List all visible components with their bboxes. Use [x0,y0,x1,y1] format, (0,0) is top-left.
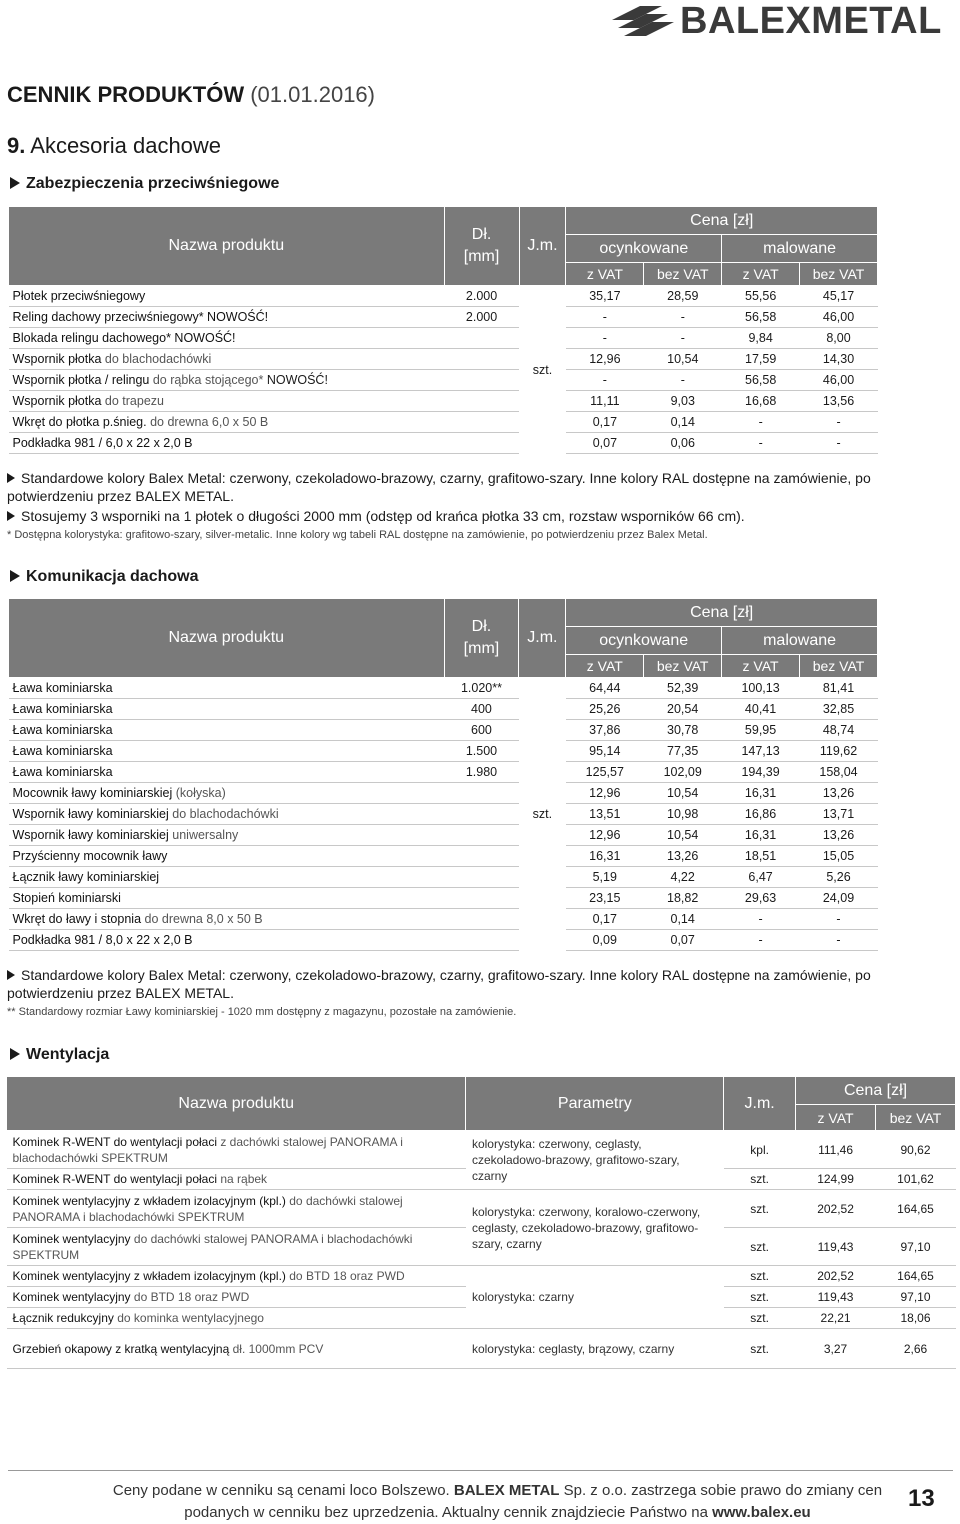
table-row [9,783,878,804]
price-paint-net: 13,56 [800,391,878,412]
product-name-main: Kominek wentylacyjny z wkładem izolacyjnym (kpl.) [12,1193,286,1208]
length-value [444,804,519,825]
product-name-main: Ława kominiarska [12,681,113,695]
price-paint-net: 13,26 [800,825,878,846]
length-value [444,867,519,888]
table-row [9,909,878,930]
product-name-detail: do drewna 8,0 x 50 B [141,912,263,926]
product-name [9,433,445,454]
price-paint-net: - [800,433,878,454]
unit-value: szt. [724,1329,796,1369]
price-galv-vat: 16,31 [566,846,644,867]
product-name-main: Wkręt do ławy i stopnia [12,912,142,926]
price-paint-net: 48,74 [800,720,878,741]
price-paint-net: 24,09 [800,888,878,909]
price-without-vat: 97,10 [876,1287,956,1308]
table-row [9,699,878,720]
triangle-bullet-icon [10,1048,20,1060]
col-header-without-vat: bez VAT [800,655,878,678]
price-with-vat: 202,52 [796,1190,876,1228]
product-name-main: Kominek wentylacyjny z wkładem izolacyjnym (kpl.) [12,1269,286,1283]
price-galv-vat: - [566,307,644,328]
price-galv-net: 10,98 [644,804,722,825]
unit-value: szt. [724,1287,796,1308]
product-name-main: Płotek przeciwśniegowy [12,289,146,303]
product-name-main: Wspornik ławy kominiarskiej [12,828,169,842]
col-header-unit: J.m. [519,207,566,286]
table-row [9,720,878,741]
price-without-vat: 97,10 [876,1228,956,1266]
subsection-heading-roof-access: Komunikacja dachowa [10,568,199,586]
col-header-without-vat: bez VAT [644,263,722,286]
subsection-heading-snow: Zabezpieczenia przeciwśniegowe [10,175,279,193]
col-header-price: Cena [zł] [796,1077,956,1105]
price-without-vat: 164,65 [876,1266,956,1287]
price-paint-vat: 29,63 [722,888,800,909]
product-name-main: Ława kominiarska [12,723,113,737]
product-name-main: Kominek wentylacyjny [12,1290,131,1304]
product-name-main: Przyścienny mocownik ławy [12,849,168,863]
table-row [9,349,878,370]
price-galv-vat: 13,51 [566,804,644,825]
col-header-parameters: Parametry [466,1077,724,1131]
product-name-detail: na rąbek [217,1172,268,1186]
product-name-detail: z dachówki stalowej PANORAMA i blachodachówki SPEKTRUM [12,1134,403,1165]
col-header-name: Nazwa produktu [7,1077,466,1131]
col-header-galvanized: ocynkowane [566,235,722,263]
table-row [9,804,878,825]
product-name [7,1329,466,1369]
price-galv-vat: 12,96 [566,825,644,846]
length-value: 2.000 [444,286,519,307]
brand-name: BALEXMETAL [680,0,942,42]
price-galv-net: 0,14 [644,412,722,433]
col-header-with-vat: z VAT [722,655,800,678]
length-value [444,825,519,846]
col-header-with-vat: z VAT [722,263,800,286]
product-name-detail: do kominka wentylacyjnego [113,1311,264,1325]
product-name-main: Kominek wentylacyjny [12,1231,131,1246]
product-name-main: Ława kominiarska [12,744,113,758]
product-name-detail: uniwersalny [168,828,239,842]
price-paint-vat: 16,68 [722,391,800,412]
col-header-without-vat: bez VAT [644,655,722,678]
table-row [9,888,878,909]
product-name-main: Podkładka 981 / 6,0 x 22 x 2,0 B [12,436,193,450]
product-name-main: Wspornik ławy kominiarskiej [12,807,169,821]
product-name [9,349,445,370]
ventilation-table [6,1076,956,1369]
price-galv-net: - [644,328,722,349]
length-value: 1.980 [444,762,519,783]
table-row [9,741,878,762]
table-row [9,307,878,328]
price-galv-net: 20,54 [644,699,722,720]
parameters-value: kolorystyka: czarny [466,1266,724,1329]
price-galv-vat: - [566,328,644,349]
length-value [444,370,519,391]
product-name [9,783,445,804]
price-paint-vat: - [722,412,800,433]
length-value [444,328,519,349]
price-galv-vat: 95,14 [566,741,644,762]
price-galv-vat: 5,19 [566,867,644,888]
price-paint-vat: 56,58 [722,307,800,328]
price-galv-net: 10,54 [644,349,722,370]
col-header-unit: J.m. [724,1077,796,1131]
length-value: 400 [444,699,519,720]
price-paint-vat: 6,47 [722,867,800,888]
notes-roof-access: Standardowe kolory Balex Metal: czerwony, czekoladowo-brazowy, czarny, grafitowo-szary. Inne kolory RAL dostępne na zamówienie, po potwierdzeniu przez BALEX METAL. ** Standardowy rozmiar Ławy kominiarskiej - 1020 mm dostępny z magazynu, pozostałe na zamówienie. [7,966,887,1021]
length-value [444,412,519,433]
product-name [7,1228,466,1266]
page-title: CENNIK PRODUKTÓW (01.01.2016) [7,82,375,107]
price-galv-net: 10,54 [644,825,722,846]
product-name [7,1308,466,1329]
price-galv-vat: 64,44 [566,678,644,699]
price-paint-vat: 56,58 [722,370,800,391]
length-value [444,433,519,454]
product-name-main: Podkładka 981 / 8,0 x 22 x 2,0 B [12,933,193,947]
price-paint-vat: 147,13 [722,741,800,762]
price-galv-vat: 37,86 [566,720,644,741]
price-paint-vat: - [722,433,800,454]
table-row [9,678,878,699]
price-galv-net: - [644,370,722,391]
price-galv-vat: 0,07 [566,433,644,454]
length-value [444,783,519,804]
table-row [9,391,878,412]
product-name [7,1169,466,1190]
price-without-vat: 2,66 [876,1329,956,1369]
table-row [9,867,878,888]
price-galv-vat: 23,15 [566,888,644,909]
product-name [9,909,445,930]
price-galv-net: - [644,307,722,328]
product-name [9,867,445,888]
table-row [9,433,878,454]
price-paint-net: - [800,412,878,433]
product-name-main: Wspornik płotka [12,352,102,366]
table-row [9,370,878,391]
product-name-main: Blokada relingu dachowego* NOWOŚĆ! [12,331,236,345]
price-galv-net: 28,59 [644,286,722,307]
subsection-heading-ventilation: Wentylacja [10,1046,109,1064]
price-paint-vat: 16,31 [722,825,800,846]
price-with-vat: 111,46 [796,1131,876,1169]
product-name-main: Ława kominiarska [12,765,113,779]
price-galv-net: 102,09 [644,762,722,783]
parameters-value: kolorystyka: czerwony, koralowo-czerwony, ceglasty, czekoladowo-brazowy, grafitowo-szary, czarny [466,1190,724,1266]
col-header-with-vat: z VAT [566,263,644,286]
price-paint-vat: 16,86 [722,804,800,825]
product-name-detail: do drewna 6,0 x 50 B [146,415,269,429]
product-name-detail: do BTD 18 oraz PWD [285,1269,405,1283]
price-paint-vat: 59,95 [722,720,800,741]
price-with-vat: 119,43 [796,1228,876,1266]
price-paint-vat: 100,13 [722,678,800,699]
col-header-galvanized: ocynkowane [566,627,722,655]
product-name-detail: do rąbka stojącego* [149,373,264,387]
product-name [9,412,445,433]
footer-divider [8,1470,953,1471]
price-galv-vat: 11,11 [566,391,644,412]
table-row [9,412,878,433]
notes-snow: Standardowe kolory Balex Metal: czerwony, czekoladowo-brazowy, czarny, grafitowo-szary. Inne kolory RAL dostępne na zamówienie, po potwierdzeniu przez BALEX METAL. Stosujemy 3 wsporniki na 1 płotek o długości 2000 mm (odstęp od krańca płotka 33 cm, rozstaw wsporników 66 cm). * Dostępna kolorystyka: grafitowo-szary, silver-metalic. Inne kolory wg tabeli RAL dostępne na zamówienie, po potwierdzeniu przez Balex Metal. [7,469,887,544]
col-header-without-vat: bez VAT [876,1105,956,1131]
price-paint-vat: 55,56 [722,286,800,307]
price-galv-vat: 25,26 [566,699,644,720]
length-value [444,846,519,867]
price-paint-net: 5,26 [800,867,878,888]
length-value [444,391,519,412]
price-without-vat: 101,62 [876,1169,956,1190]
product-name [9,888,445,909]
product-name-main: Kominek R-WENT do wentylacji połaci [12,1134,218,1149]
length-value: 1.020** [444,678,519,699]
product-name-detail: do dachówki stalowej PANORAMA i blachodachówki SPEKTRUM [12,1231,413,1262]
price-paint-net: 119,62 [800,741,878,762]
product-name [9,930,445,951]
page-number: 13 [908,1485,935,1512]
price-paint-net: 15,05 [800,846,878,867]
price-paint-vat: 16,31 [722,783,800,804]
price-galv-vat: 0,17 [566,909,644,930]
product-name [9,391,445,412]
table-row [7,1131,956,1169]
unit-value: szt. [724,1266,796,1287]
product-name-detail: do trapezu [101,394,164,408]
price-with-vat: 3,27 [796,1329,876,1369]
table-row [7,1266,956,1287]
product-name-main: Stopień kominiarski [12,891,121,905]
price-galv-vat: 12,96 [566,349,644,370]
price-without-vat: 18,06 [876,1308,956,1329]
price-galv-net: 0,07 [644,930,722,951]
price-with-vat: 119,43 [796,1287,876,1308]
price-paint-net: - [800,930,878,951]
unit-value: szt. [724,1190,796,1228]
price-galv-vat: 0,09 [566,930,644,951]
parameters-value: kolorystyka: ceglasty, brązowy, czarny [466,1329,724,1369]
unit-value: szt. [724,1228,796,1266]
product-name [9,370,445,391]
product-name-detail: do blachodachówki [101,352,212,366]
price-paint-vat: 40,41 [722,699,800,720]
product-name-main: Reling dachowy przeciwśniegowy* NOWOŚĆ! [12,310,269,324]
price-paint-vat: 9,84 [722,328,800,349]
price-galv-vat: 35,17 [566,286,644,307]
product-name-main: Wspornik płotka [12,394,102,408]
unit-value: szt. [532,807,553,822]
triangle-bullet-icon [7,473,15,483]
product-name [7,1287,466,1308]
roof-access-table [8,598,878,951]
col-header-unit: J.m. [519,599,566,678]
product-name-main: Łącznik ławy kominiarskiej [12,870,160,884]
price-paint-net: 81,41 [800,678,878,699]
unit-value: szt. [724,1308,796,1329]
col-header-name: Nazwa produktu [9,599,445,678]
price-galv-vat: 125,57 [566,762,644,783]
product-name-main: Ława kominiarska [12,702,113,716]
price-galv-vat: 12,96 [566,783,644,804]
product-name [9,825,445,846]
triangle-bullet-icon [10,570,20,582]
price-without-vat: 164,65 [876,1190,956,1228]
length-value [444,930,519,951]
product-name-main: Kominek R-WENT do wentylacji połaci [12,1172,218,1186]
price-galv-vat: - [566,370,644,391]
product-name-main: Grzebień okapowy z kratką wentylacyjną [12,1341,230,1356]
table-row [9,825,878,846]
col-header-length: Dł. [mm] [444,599,519,678]
col-header-price: Cena [zł] [566,599,878,627]
footer-text: Ceny podane w cenniku są cenami loco Bolszewo. BALEX METAL Sp. z o.o. zastrzega sobie prawo do zmiany cen podanych w cenniku bez uprzedzenia. Aktualny cennik znajdziecie Państwo na www.balex.eu [112,1482,883,1521]
product-name [9,286,445,307]
price-paint-vat: 18,51 [722,846,800,867]
unit-value: kpl. [724,1131,796,1169]
price-galv-net: 30,78 [644,720,722,741]
product-name [7,1131,466,1169]
unit-value: szt. [724,1169,796,1190]
unit-value: szt. [532,362,553,377]
col-header-painted: malowane [722,235,878,263]
product-name-detail: do BTD 18 oraz PWD [130,1290,250,1304]
product-name [9,678,445,699]
price-paint-net: - [800,909,878,930]
product-name [9,328,445,349]
product-name-detail: do dachówki stalowej PANORAMA i blachodachówki SPEKTRUM [12,1193,403,1224]
product-name-new: NOWOŚĆ! [263,373,328,387]
table-row [9,328,878,349]
price-paint-net: 158,04 [800,762,878,783]
product-name [7,1266,466,1287]
product-name [7,1190,466,1228]
price-paint-net: 32,85 [800,699,878,720]
product-name-main: Łącznik redukcyjny [12,1311,114,1325]
product-name-main: Mocownik ławy kominiarskiej [12,786,173,800]
col-header-price: Cena [zł] [566,207,878,235]
price-paint-vat: 17,59 [722,349,800,370]
product-name-detail: dł. 1000mm PCV [229,1341,324,1356]
price-galv-net: 13,26 [644,846,722,867]
product-name-main: Wspornik płotka / relingu [12,373,150,387]
triangle-bullet-icon [10,177,20,189]
price-with-vat: 124,99 [796,1169,876,1190]
price-paint-vat: - [722,930,800,951]
price-paint-net: 13,71 [800,804,878,825]
product-name-main: Wkręt do płotka p.śnieg. [12,415,147,429]
price-galv-net: 77,35 [644,741,722,762]
price-with-vat: 202,52 [796,1266,876,1287]
product-name [9,804,445,825]
table-row [7,1190,956,1228]
col-header-length: Dł. [mm] [444,207,519,286]
product-name [9,762,445,783]
footnote-size: ** Standardowy rozmiar Ławy kominiarskiej - 1020 mm dostępny z magazynu, pozostałe na zamówienie. [7,1006,517,1018]
price-paint-net: 45,17 [800,286,878,307]
price-galv-net: 10,54 [644,783,722,804]
table-row [9,846,878,867]
product-name-detail: do blachodachówki [168,807,279,821]
product-name [9,741,445,762]
snow-guard-table [8,206,878,454]
footnote-color: * Dostępna kolorystyka: grafitowo-szary, silver-metalic. Inne kolory wg tabeli RAL dostępne na zamówienie, po potwierdzeniu przez Balex Metal. [7,529,708,541]
price-galv-net: 52,39 [644,678,722,699]
price-paint-net: 13,26 [800,783,878,804]
parameters-value: kolorystyka: czerwony, ceglasty, czekoladowo-brazowy, grafitowo-szary, czarny [466,1131,724,1190]
price-galv-net: 4,22 [644,867,722,888]
price-without-vat: 90,62 [876,1131,956,1169]
product-name-detail: (kołyska) [172,786,226,800]
table-row [7,1329,956,1369]
length-value [444,909,519,930]
price-with-vat: 22,21 [796,1308,876,1329]
table-row [9,930,878,951]
price-galv-net: 9,03 [644,391,722,412]
price-paint-vat: 194,39 [722,762,800,783]
price-paint-net: 46,00 [800,307,878,328]
length-value: 600 [444,720,519,741]
price-paint-net: 8,00 [800,328,878,349]
table-row [9,762,878,783]
triangle-bullet-icon [7,970,15,980]
price-paint-vat: - [722,909,800,930]
product-name [9,720,445,741]
col-header-with-vat: z VAT [796,1105,876,1131]
col-header-without-vat: bez VAT [800,263,878,286]
length-value [444,888,519,909]
price-paint-net: 14,30 [800,349,878,370]
triangle-bullet-icon [7,511,15,521]
product-name [9,699,445,720]
col-header-name: Nazwa produktu [9,207,445,286]
table-row [9,286,878,307]
length-value: 2.000 [444,307,519,328]
length-value: 1.500 [444,741,519,762]
product-name [9,846,445,867]
price-galv-net: 0,06 [644,433,722,454]
price-galv-vat: 0,17 [566,412,644,433]
col-header-painted: malowane [722,627,878,655]
col-header-with-vat: z VAT [566,655,644,678]
length-value [444,349,519,370]
price-paint-net: 46,00 [800,370,878,391]
price-galv-net: 18,82 [644,888,722,909]
price-galv-net: 0,14 [644,909,722,930]
section-title: 9. Akcesoria dachowe [7,133,222,158]
product-name [9,307,445,328]
